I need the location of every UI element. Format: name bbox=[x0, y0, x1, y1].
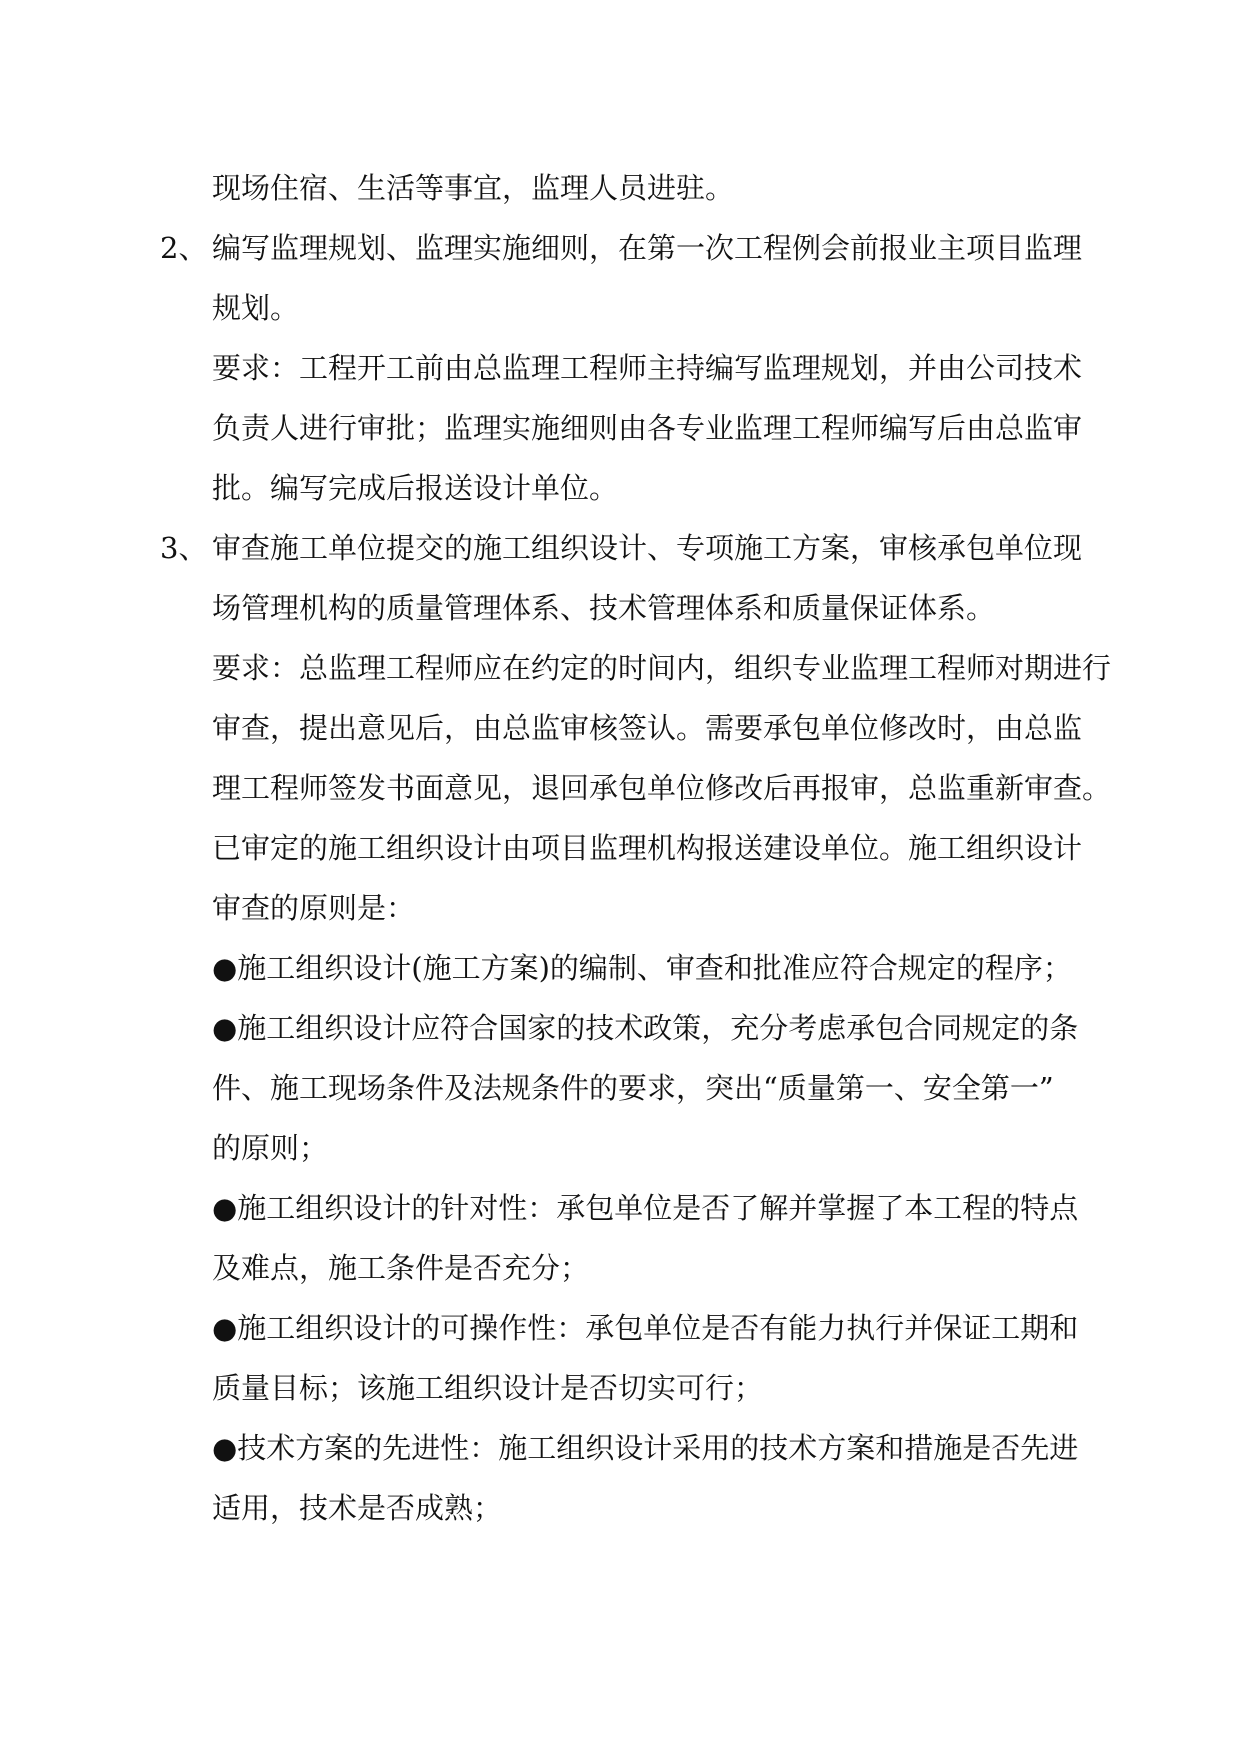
text-line: 的原则； bbox=[212, 1131, 329, 1165]
text-line: 场管理机构的质量管理体系、技术管理体系和质量保证体系。 bbox=[212, 591, 996, 625]
text-line: 审查，提出意见后，由总监审核签认。需要承包单位修改时，由总监 bbox=[212, 711, 1083, 745]
bullet-line: ●技术方案的先进性：施工组织设计采用的技术方案和措施是否先进 bbox=[212, 1431, 1079, 1465]
list-number: 3、 bbox=[160, 531, 208, 565]
text-line: 负责人进行审批；监理实施细则由各专业监理工程师编写后由总监审 bbox=[212, 411, 1083, 445]
text-line: 编写监理规划、监理实施细则，在第一次工程例会前报业主项目监理 bbox=[212, 231, 1083, 265]
text-line: 质量目标；该施工组织设计是否切实可行； bbox=[212, 1371, 764, 1405]
list-number: 2、 bbox=[160, 231, 208, 265]
text-line: 审查施工单位提交的施工组织设计、专项施工方案，审核承包单位现 bbox=[212, 531, 1083, 565]
text-line: 批。编写完成后报送设计单位。 bbox=[212, 471, 619, 505]
text-line: 要求：工程开工前由总监理工程师主持编写监理规划，并由公司技术 bbox=[212, 351, 1083, 385]
text-line: 件、施工现场条件及法规条件的要求，突出“质量第一、安全第一” bbox=[212, 1071, 1054, 1105]
list-item-2 bbox=[160, 218, 1110, 278]
text-line: 及难点，施工条件是否充分； bbox=[212, 1251, 590, 1285]
bullet-line: ●施工组织设计应符合国家的技术政策，充分考虑承包合同规定的条 bbox=[212, 1011, 1079, 1045]
bullet-line: ●施工组织设计的可操作性：承包单位是否有能力执行并保证工期和 bbox=[212, 1311, 1079, 1345]
bullet-line: ●施工组织设计的针对性：承包单位是否了解并掌握了本工程的特点 bbox=[212, 1191, 1079, 1225]
text-line: 审查的原则是： bbox=[212, 891, 416, 925]
text-line: 已审定的施工组织设计由项目监理机构报送建设单位。施工组织设计 bbox=[212, 831, 1083, 865]
bullet-line: ●施工组织设计(施工方案)的编制、审查和批准应符合规定的程序； bbox=[212, 951, 1072, 985]
text-line: 现场住宿、生活等事宜，监理人员进驻。 bbox=[212, 171, 735, 205]
list-item-3 bbox=[160, 518, 1110, 578]
text-line: 适用，技术是否成熟； bbox=[212, 1491, 503, 1525]
text-line: 要求：总监理工程师应在约定的时间内，组织专业监理工程师对期进行 bbox=[212, 651, 1112, 685]
text-line: 规划。 bbox=[212, 291, 300, 325]
document-body bbox=[160, 158, 1110, 1538]
text-line: 理工程师签发书面意见，退回承包单位修改后再报审，总监重新审查。 bbox=[212, 771, 1112, 805]
